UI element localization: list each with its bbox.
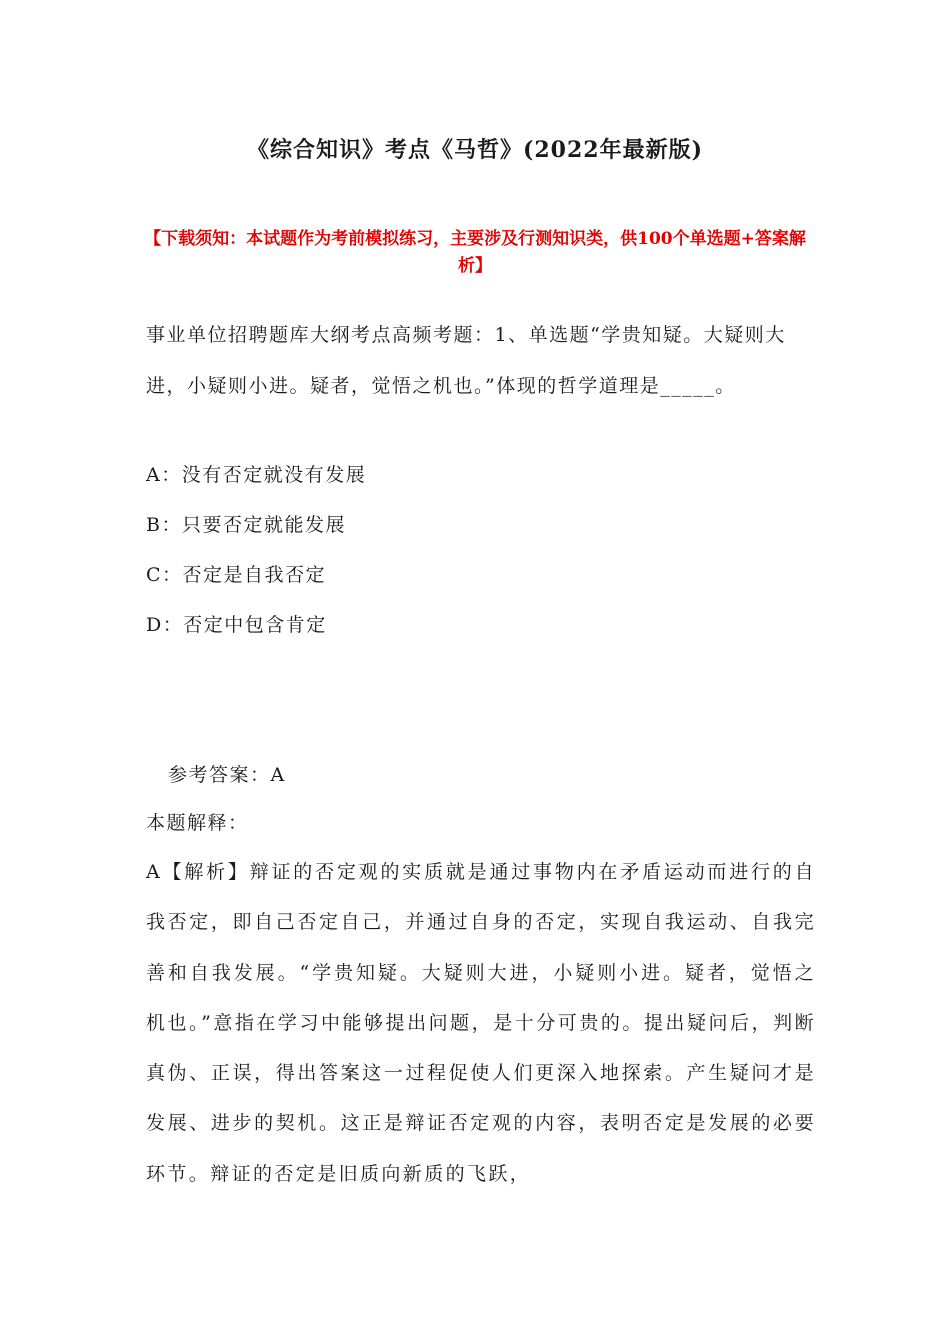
option-a: A：没有否定就没有发展 <box>146 464 367 486</box>
question-text: 事业单位招聘题库大纲考点高频考题：1、单选题“学贵知疑。大疑则大进，小疑则小进。疑者，觉悟之机也。”体现的哲学道理是_____。 <box>146 324 786 397</box>
reference-answer: 参考答案：A <box>168 764 286 786</box>
explanation-label: 本题解释： <box>146 812 249 834</box>
explanation-text: A【解析】辩证的否定观的实质就是通过事物内在矛盾运动而进行的自我否定，即自己否定自己，并通过自身的否定，实现自我运动、自我完善和自我发展。“学贵知疑。大疑则大进，小疑则小进。疑者，觉悟之机也。”意指在学习中能够提出问题，是十分可贵的。提出疑问后，判断真伪、正误，得出答案这一过程促使人们更深入地探索。产生疑问才是发展、进步的契机。这正是辩证否定观的内容，表明否定是发展的必要环节。辩证的否定是旧质向新质的飞跃， <box>146 861 816 1185</box>
document-title: 《综合知识》考点《马哲》(2022年最新版) <box>246 137 704 163</box>
option-d: D：否定中包含肯定 <box>146 614 327 636</box>
option-b: B：只要否定就能发展 <box>146 514 346 536</box>
download-notice: 【下载须知：本试题作为考前模拟练习，主要涉及行测知识类，供100个单选题+答案解析】 <box>144 229 806 276</box>
option-c: C：否定是自我否定 <box>146 564 327 586</box>
option-list <box>146 450 810 650</box>
